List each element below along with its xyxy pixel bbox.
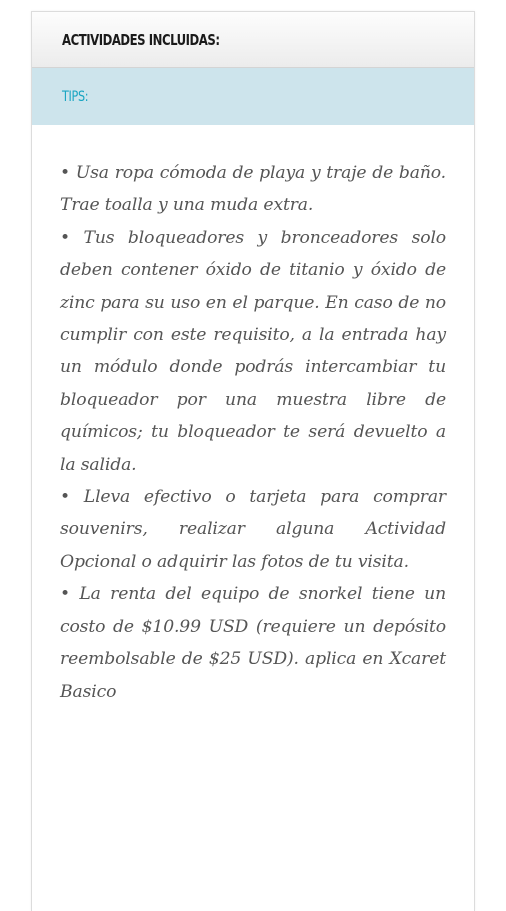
section-title: ACTIVIDADES INCLUIDAS:: [62, 30, 220, 49]
tip-item: • Tus bloqueadores y bronceadores solo deben contener óxido de titanio y óxido de zinc para su uso en el parque. En caso de no cumplir con este requisito, a la entrada hay un módulo donde podrás intercambiar tu bloqueador por una muestra libre de químicos; tu bloqueador te será devuelto a la salida.: [60, 227, 446, 475]
tips-label: TIPS:: [62, 88, 89, 105]
tips-header[interactable]: [32, 68, 474, 125]
section-header[interactable]: [32, 12, 474, 68]
tips-content: [32, 125, 474, 708]
tip-item: • Usa ropa cómoda de playa y traje de baño. Trae toalla y una muda extra.: [60, 163, 446, 216]
tip-item: • La renta del equipo de snorkel tiene un costo de $10.99 USD (requiere un depósito reembolsable de $25 USD). aplica en Xcaret Basico: [60, 584, 446, 702]
tip-item: • Lleva efectivo o tarjeta para comprar souvenirs, realizar alguna Actividad Opcional o adquirir las fotos de tu visita.: [60, 487, 446, 572]
activities-panel: [31, 11, 475, 911]
